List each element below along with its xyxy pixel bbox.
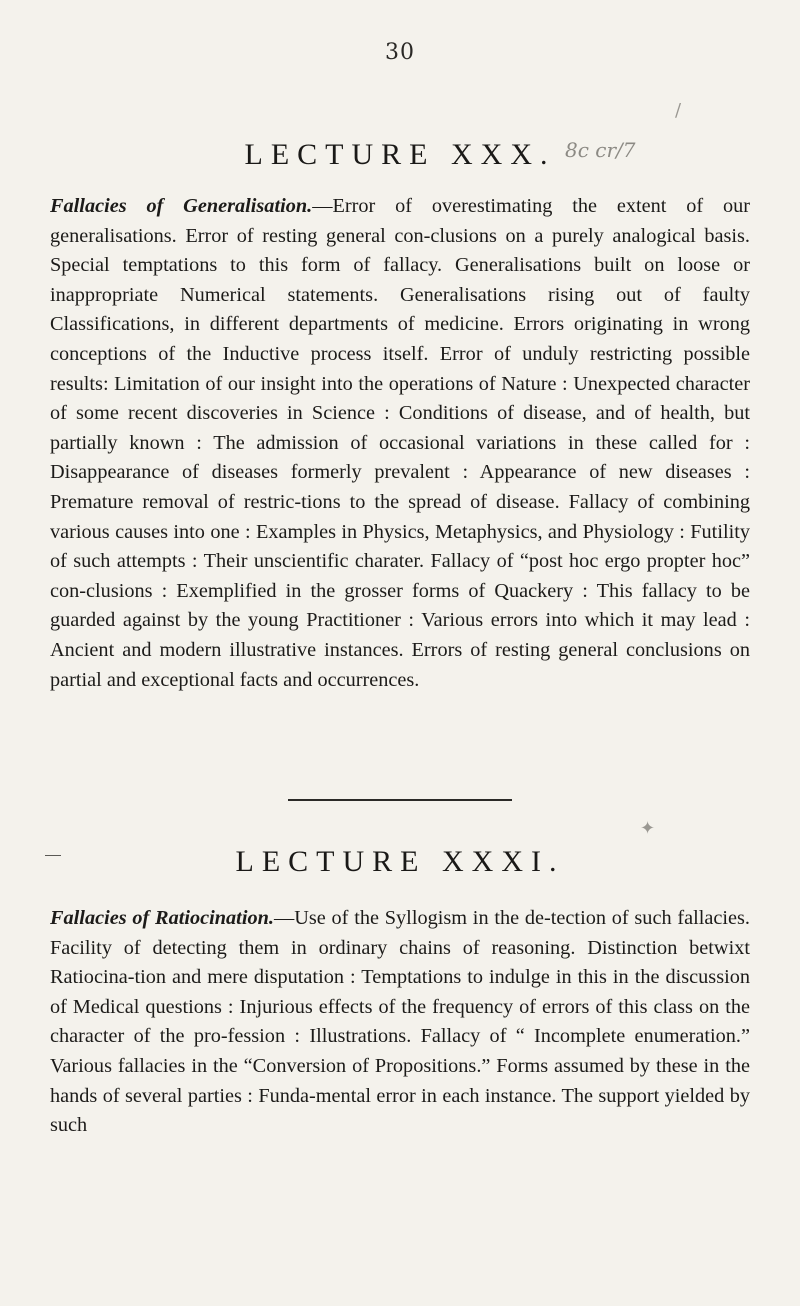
lecture-xxxi-heading: LECTURE XXXI. bbox=[235, 845, 565, 878]
lecture-xxx-summary bbox=[50, 192, 750, 695]
lecture-xxx-heading: LECTURE XXX. bbox=[244, 138, 556, 171]
pencil-annotation: 8c cr/7 bbox=[565, 138, 636, 162]
pencil-smudge-mark: ✦ bbox=[640, 818, 656, 839]
pencil-slash-mark: / bbox=[675, 100, 682, 121]
lecture-xxx-topic: Fallacies of Generalisation. bbox=[50, 195, 313, 217]
lecture-xxxi-summary bbox=[50, 904, 750, 1141]
lecture-xxxi-body: —Use of the Syllogism in the de-tection of such fallacies. Facility of detecting them in ordinary chains of reasoning. Distinction betwixt Ratiocina-tion and mere disputation : Temptations to indulge in this in the discussion of Medical questions : Injurious effects of the frequency of errors of this class on the character of the pro-fession : Illustrations. Fallacy of “ Incomplete enumeration.” Various fallacies in the “Conversion of Propositions.” Forms assumed by these in the hands of several parties : Funda-mental error in each instance. The support yielded by such bbox=[50, 907, 750, 1137]
page-number: 30 bbox=[385, 40, 415, 65]
lecture-xxxi-topic: Fallacies of Ratiocination. bbox=[50, 907, 274, 929]
section-divider bbox=[288, 799, 512, 801]
lecture-xxx-body: —Error of overestimating the extent of our generalisations. Error of resting general con-clusions on a purely analogical basis. Special temptations to this form of fallacy. Generalisations built on loose or inappropriate Numerical statements. Generalisations rising out of faulty Classifications, in different departments of medicine. Errors originating in wrong conceptions of the Inductive process itself. Error of unduly restricting possible results: Limitation of our insight into the operations of Nature : Unexpected character of some recent discoveries in Science : Conditions of disease, and of health, but partially known : The admission of occasional variations in these called for : Disappearance of diseases formerly prevalent : Appearance of new diseases : Premature removal of restric-tions to the spread of disease. Fallacy of combining various causes into one : Examples in Physics, Metaphysics, and Physiology : Futility of such attempts : Their unscientific charater. Fallacy of “post hoc ergo propter hoc” con-clusions : Exemplified in the grosser forms of Quackery : This fallacy to be guarded against by the young Practitioner : Various errors into which it may lead : Ancient and modern illustrative instances. Errors of resting general conclusions on partial and exceptional facts and occurrences. bbox=[50, 195, 751, 691]
